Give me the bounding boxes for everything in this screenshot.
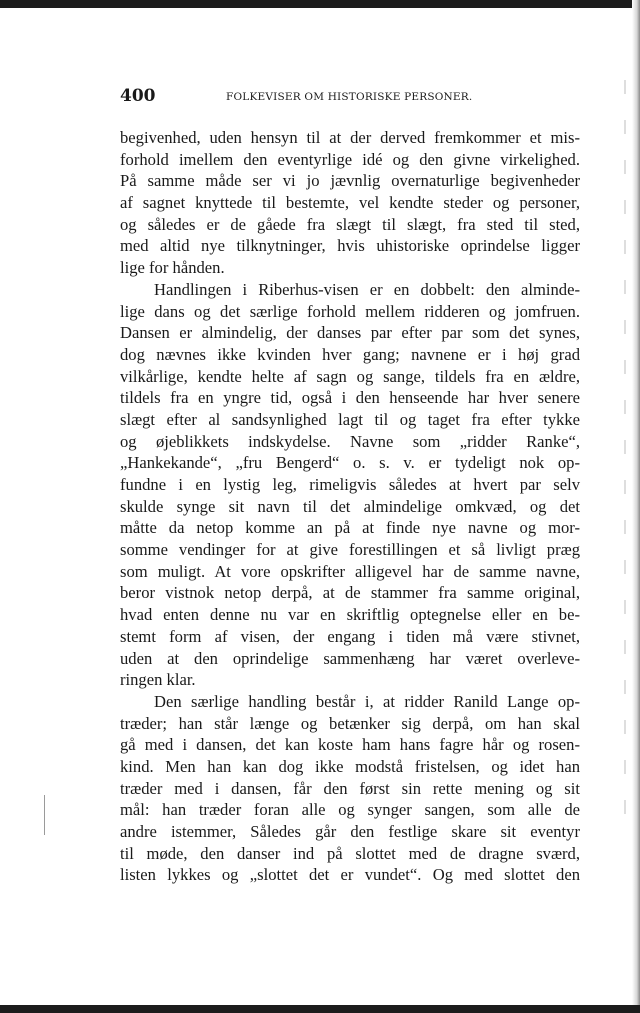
text-line: og øjeblikkets indskydelse. Navne som „ridder Ranke“, <box>120 431 580 451</box>
text-line: vilkårlige, kendte helte af sagn og sange, tildels fra en ældre, <box>120 366 580 386</box>
text-line: andre istemmer, Således går den festlige skare sit eventyr <box>120 822 580 841</box>
text-line: af sagnet knyttede til bestemte, vel kendte steder og personer, <box>120 193 580 213</box>
paragraph-start-line: Den særlige handling består i, at ridder Ranild Lange op- <box>154 691 580 711</box>
text-line: træder; han står længe og betænker sig derpå, om han skal <box>120 713 580 733</box>
text-line: tildels fra en yngre tid, også i den henseende har hver senere <box>120 388 580 408</box>
scan-right-marks <box>624 80 626 840</box>
page-number: 400 <box>120 86 156 106</box>
text-line: til møde, den danser ind på slottet med de dragne sværd, <box>120 843 580 863</box>
text-line: og således er de gåede fra slægt til slægt, fra sted til sted, <box>120 214 580 234</box>
scan-right-edge <box>632 0 640 1013</box>
text-line: ringen klar. <box>120 670 196 690</box>
text-line: fundne i en lystig leg, rimeligvis således at hvert par selv <box>120 475 580 494</box>
text-line: stemt form af visen, der engang i tiden må være stivnet, <box>120 626 580 646</box>
text-line: Dansen er almindelig, der danses par efter par som det synes, <box>120 323 580 343</box>
text-line: kind. Men han kan dog ikke modstå fristelsen, og idet han <box>120 756 580 776</box>
text-line: somme vendinger for at give forestillingen et så livligt præg <box>120 540 580 560</box>
text-line: „Hankekande“, „fru Bengerd“ o. s. v. er tydeligt nok op- <box>120 453 580 473</box>
text-line: begivenhed, uden hensyn til at der derved fremkommer et mis- <box>120 128 580 147</box>
text-line: lige for hånden. <box>120 258 225 278</box>
text-line: lige dans og det særlige forhold mellem ridderen og jomfruen. <box>120 301 580 321</box>
paragraph-start-line: Handlingen i Riberhus-visen er en dobbelt: den alminde- <box>154 279 580 299</box>
text-line: med altid nye tilknytninger, hvis uhistoriske oprindelse ligger <box>120 236 580 256</box>
text-line: listen lykkes og „slottet det er vundet“. Og med slottet den <box>120 865 580 885</box>
text-line: gå med i dansen, det kan koste ham hans fagre hår og rosen- <box>120 735 580 755</box>
text-line: skulde synge sit navn til det almindelige omkvæd, og det <box>120 496 580 516</box>
text-line: På samme måde ser vi jo jævnlig overnaturlige begivenheder <box>120 171 580 191</box>
text-line: forhold imellem den eventyrlige idé og den givne virkelighed. <box>120 149 580 169</box>
text-line: beror vistnok netop derpå, at de stammer fra samme original, <box>120 583 580 603</box>
text-line: måtte da netop komme an på at finde nye navne og mor- <box>120 518 580 538</box>
text-line: slægt efter al sandsynlighed lagt til og taget fra efter tykke <box>120 409 580 429</box>
scan-top-border <box>0 0 640 8</box>
scan-left-mark <box>44 795 45 835</box>
text-line: dog nævnes ikke kvinden hver gang; navnene er i høj grad <box>120 344 580 364</box>
scan-bottom-border <box>0 1005 640 1013</box>
text-line: mål: han træder foran alle og synger sangen, som alle de <box>120 800 580 820</box>
text-line: uden at den oprindelige sammenhæng har været overleve- <box>120 648 580 668</box>
page-header <box>120 86 580 112</box>
text-line: hvad enten denne nu var en skriftlig optegnelse eller en be- <box>120 605 580 625</box>
running-title: FOLKEVISER OM HISTORISKE PERSONER. <box>226 91 473 103</box>
body-text <box>120 127 580 886</box>
text-line: træder med i dansen, får den først sin rette mening og sit <box>120 778 580 798</box>
text-line: som muligt. At vore opskrifter alligevel har de samme navne, <box>120 561 580 581</box>
